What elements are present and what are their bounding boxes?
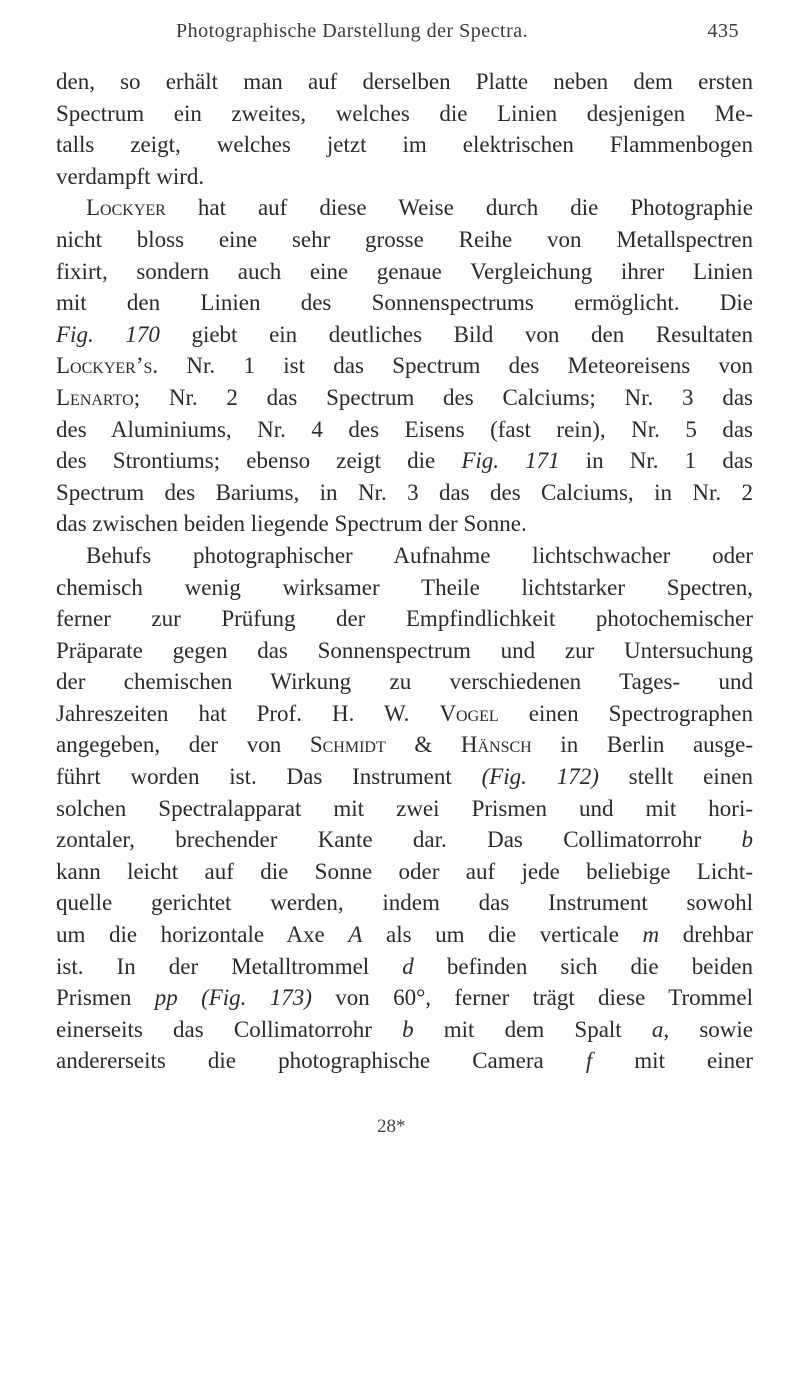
author-name: Vogel xyxy=(439,700,499,726)
text-line: zontaler, brechender Kante dar. Das Collimatorrohr b xyxy=(56,827,753,853)
text-line: Lockyer’s. Nr. 1 ist das Spectrum des Meteoreisens von xyxy=(56,353,753,379)
text-line: chemisch wenig wirksamer Theile lichtstarker Spectren, xyxy=(56,574,753,600)
text-line: führt worden ist. Das Instrument (Fig. 172) stellt einen xyxy=(56,764,753,790)
text-line: das zwischen beiden liegende Spectrum der Sonne. xyxy=(56,511,527,537)
text-line: Behufs photographischer Aufnahme lichtschwacher oder xyxy=(86,542,753,568)
running-title: Photographische Darstellung der Spectra. xyxy=(176,20,529,42)
text-line: Präparate gegen das Sonnenspectrum und zur Untersuchung xyxy=(56,637,753,663)
figure-label: m xyxy=(642,922,660,948)
text-line: den, so erhält man auf derselben Platte neben dem ersten xyxy=(56,69,753,94)
figure-reference: pp (Fig. 173) xyxy=(154,985,312,1011)
figure-reference: Fig. 170 xyxy=(56,321,160,347)
figure-reference: Fig. 171 xyxy=(461,448,560,474)
figure-reference: (Fig. 172) xyxy=(481,764,599,790)
text-line: einerseits das Collimatorrohr b mit dem Spalt a, sowie xyxy=(56,1016,753,1042)
text-line: talls zeigt, welches jetzt im elektrischen Flammenbogen xyxy=(56,132,753,158)
text-line: quelle gerichtet werden, indem das Instrument sowohl xyxy=(56,890,753,916)
author-name: Schmidt & Hänsch xyxy=(309,732,532,758)
text-line: Lockyer hat auf diese Weise durch die Photographie xyxy=(86,195,753,221)
text-line: nicht bloss eine sehr grosse Reihe von Metallspectren xyxy=(56,226,753,252)
text-line: fixirt, sondern auch eine genaue Vergleichung ihrer Linien xyxy=(56,258,753,284)
figure-label: d xyxy=(402,953,414,979)
text-line: andererseits die photographische Camera f mit einer xyxy=(56,1048,754,1074)
text-line: der chemischen Wirkung zu verschiedenen Tages- und xyxy=(56,669,753,695)
figure-label: f xyxy=(585,1048,593,1074)
body-text xyxy=(56,66,753,1077)
text-line: ferner zur Prüfung der Empfindlichkeit photochemischer xyxy=(56,606,753,632)
text-line: Jahreszeiten hat Prof. H. W. Vogel einen Spectrographen xyxy=(56,700,753,726)
text-line: solchen Spectralapparat mit zwei Prismen und mit hori- xyxy=(56,795,753,821)
text-line: mit den Linien des Sonnenspectrums ermöglicht. Die xyxy=(56,290,753,316)
text-line: um die horizontale Axe A als um die verticale m drehbar xyxy=(56,922,753,948)
running-header xyxy=(0,20,801,50)
text-line: des Strontiums; ebenso zeigt die Fig. 171 in Nr. 1 das xyxy=(56,448,753,474)
author-name: Lenarto xyxy=(56,384,134,410)
text-line: verdampft wird. xyxy=(56,163,205,189)
text-line: Spectrum des Bariums, in Nr. 3 das des Calciums, in Nr. 2 xyxy=(56,479,753,505)
author-name: Lockyer xyxy=(86,195,166,221)
figure-label: A xyxy=(348,922,363,948)
signature-mark: 28* xyxy=(377,1116,406,1137)
figure-label: b xyxy=(741,827,753,853)
text-line: ist. In der Metalltrommel d befinden sich die beiden xyxy=(56,953,753,979)
page-number: 435 xyxy=(707,20,739,42)
text-line: kann leicht auf die Sonne oder auf jede beliebige Licht- xyxy=(56,858,753,884)
text-line: Fig. 170 giebt ein deutliches Bild von den Resultaten xyxy=(56,321,753,347)
text-line: Lenarto; Nr. 2 das Spectrum des Calciums; Nr. 3 das xyxy=(56,384,753,410)
figure-label: a xyxy=(651,1016,664,1042)
text-line: Spectrum ein zweites, welches die Linien desjenigen Me- xyxy=(56,100,753,126)
figure-label: b xyxy=(402,1016,414,1042)
author-name: Lockyer’s xyxy=(56,353,153,379)
text-line: Prismen pp (Fig. 173) von 60°, ferner trägt diese Trommel xyxy=(56,985,753,1011)
text-line: des Aluminiums, Nr. 4 des Eisens (fast rein), Nr. 5 das xyxy=(56,416,753,442)
text-line: angegeben, der von Schmidt & Hänsch in Berlin ausge- xyxy=(56,732,753,758)
